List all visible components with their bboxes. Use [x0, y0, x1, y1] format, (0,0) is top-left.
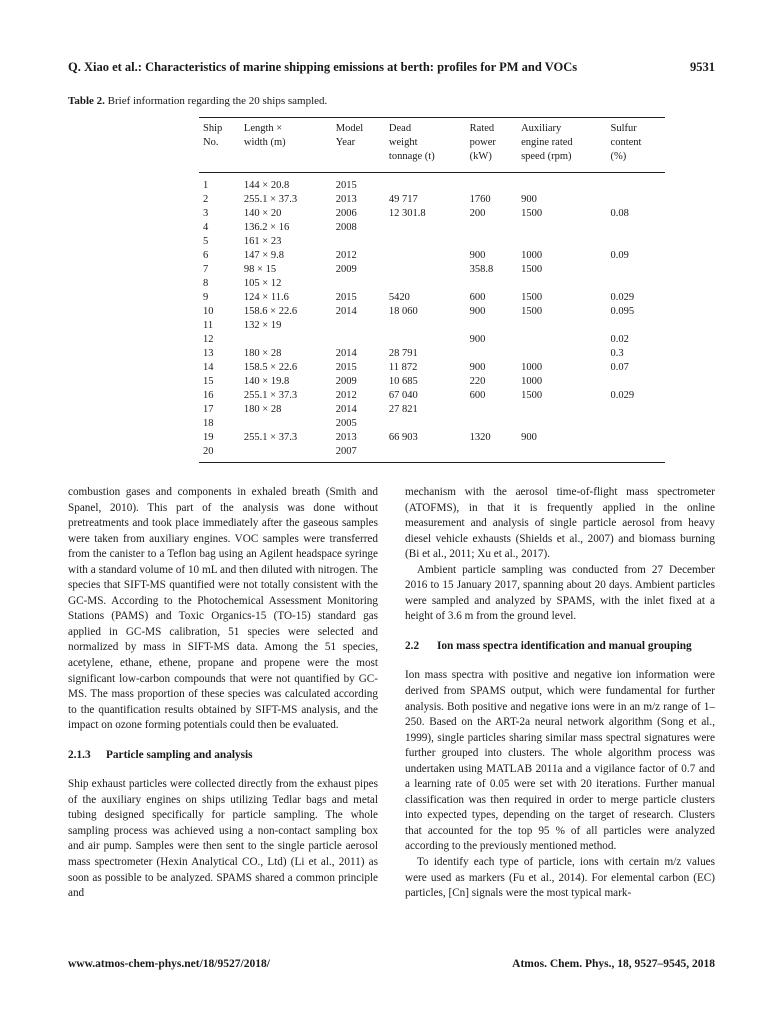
- table-cell: 0.029: [610, 390, 635, 401]
- table-cell: 158.5 × 22.6: [243, 362, 298, 373]
- table-cell: [607, 417, 665, 431]
- table-cell: [385, 263, 466, 277]
- table-cell: [466, 319, 517, 333]
- table-cell: [385, 319, 466, 333]
- table-cell: [385, 173, 466, 194]
- table-cell: [517, 277, 606, 291]
- table-row: [199, 291, 665, 305]
- table-cell: 144 × 20.8: [243, 180, 290, 191]
- table-cell: 1500: [521, 390, 543, 401]
- table-cell: [466, 403, 517, 417]
- table-cell: [517, 403, 606, 417]
- table-cell: [517, 173, 606, 194]
- table-cell: [607, 375, 665, 389]
- table-cell: [466, 417, 517, 431]
- table-label: Table 2.: [68, 95, 105, 107]
- right-column: [405, 485, 715, 902]
- table-cell: 2007: [332, 445, 385, 463]
- table-cell: 14: [203, 362, 214, 373]
- table-cell: 3: [203, 208, 209, 219]
- table-cell: 2008: [335, 222, 357, 233]
- table-row: [199, 389, 665, 403]
- table-cell: [466, 347, 517, 361]
- table-row: [199, 277, 665, 291]
- table-header-row: [199, 118, 665, 173]
- table-cell: [517, 319, 606, 333]
- table-cell: 147 × 9.8: [243, 250, 284, 261]
- table-cell: 0.3: [610, 348, 624, 359]
- table-cell: 2013: [335, 432, 357, 443]
- table-row: [199, 221, 665, 235]
- table-cell: [385, 417, 466, 431]
- table-cell: 900: [521, 432, 537, 443]
- table-row: [199, 403, 665, 417]
- table-cell: 12 301.8: [388, 208, 426, 219]
- running-header: [68, 60, 715, 75]
- table-row: [199, 193, 665, 207]
- table-cell: [607, 193, 665, 207]
- table-cell: 140 × 19.8: [243, 376, 290, 387]
- table-cell: [385, 277, 466, 291]
- table-cell: 2009: [335, 376, 357, 387]
- table-cell: 0.07: [610, 362, 629, 373]
- table-cell: 18 060: [388, 306, 418, 317]
- ships-table: [199, 117, 665, 463]
- table-cell: 105 × 12: [243, 278, 282, 289]
- table-cell: 1320: [469, 432, 491, 443]
- table-cell: 2014: [335, 348, 357, 359]
- table-cell: [517, 445, 606, 463]
- table-cell: 180 × 28: [243, 404, 282, 415]
- table-row: [199, 431, 665, 445]
- table-cell: 158.6 × 22.6: [243, 306, 298, 317]
- table-caption: [68, 95, 327, 107]
- table-row: [199, 445, 665, 463]
- footer-url: www.atmos-chem-phys.net/18/9527/2018/: [68, 958, 270, 970]
- col-header-ship-no: Ship No.: [199, 118, 240, 173]
- body-paragraph: To identify each type of particle, ions with certain m/z values were used as markers (Fu et al., 2014). For elemental carbon (EC) particles, [Cn] signals were the most typical mark-: [405, 855, 715, 900]
- table-cell: 200: [469, 208, 486, 219]
- left-column: [68, 485, 378, 902]
- body-paragraph: mechanism with the aerosol time-of-flight mass spectrometer (ATOFMS), in that it is frequently applied in the online measurement and analysis of single particle aerosol from heavy diesel vehicle exhausts (Shields et al., 2007) and biomass burning (Bi et al., 2011; Xu et al., 2017).: [405, 486, 715, 561]
- table-row: [199, 319, 665, 333]
- table-cell: [607, 277, 665, 291]
- table-cell: 5420: [388, 292, 410, 303]
- table-cell: 900: [469, 250, 486, 261]
- table-cell: [607, 235, 665, 249]
- table-cell: 66 903: [388, 432, 418, 443]
- table-cell: 255.1 × 37.3: [243, 390, 298, 401]
- table-cell: [466, 445, 517, 463]
- table-row: [199, 361, 665, 375]
- table-cell: 0.09: [610, 250, 629, 261]
- table-cell: 255.1 × 37.3: [243, 432, 298, 443]
- table-cell: [240, 445, 332, 463]
- section-heading-2-1-3: 2.1.3 Particle sampling and analysis: [68, 748, 253, 761]
- col-header-aux-engine-speed: Auxiliary engine rated speed (rpm): [517, 118, 606, 173]
- table-cell: 2009: [335, 264, 357, 275]
- table-cell: 1500: [521, 292, 543, 303]
- table-cell: 2015: [335, 292, 357, 303]
- footer-journal: Atmos. Chem. Phys., 18, 9527–9545, 2018: [512, 958, 715, 970]
- table-cell: 140 × 20: [243, 208, 282, 219]
- table-cell: 10 685: [388, 376, 418, 387]
- table-cell: 2015: [335, 362, 357, 373]
- table-row: [199, 249, 665, 263]
- table-cell: 132 × 19: [243, 320, 282, 331]
- table-cell: 2005: [335, 418, 357, 429]
- table-cell: 161 × 23: [243, 236, 282, 247]
- table-cell: [607, 319, 665, 333]
- table-cell: 1: [203, 180, 209, 191]
- table-cell: 220: [469, 376, 486, 387]
- table-cell: 1500: [521, 306, 543, 317]
- table-cell: [385, 221, 466, 235]
- table-cell: 1500: [521, 264, 543, 275]
- table-cell: [517, 333, 606, 347]
- table-cell: [332, 277, 385, 291]
- col-header-rated-power: Rated power (kW): [466, 118, 517, 173]
- table-cell: [607, 263, 665, 277]
- table-cell: [240, 333, 332, 347]
- section-heading-2-2: 2.2 Ion mass spectra identification and manual grouping: [405, 639, 692, 652]
- table-body: [199, 173, 665, 463]
- table-row: [199, 375, 665, 389]
- table-cell: [607, 221, 665, 235]
- table-cell: 2006: [335, 208, 357, 219]
- table-cell: 8: [203, 278, 209, 289]
- table-cell: 4: [203, 222, 209, 233]
- table-row: [199, 333, 665, 347]
- table-row: [199, 207, 665, 221]
- table-cell: 19: [203, 432, 214, 443]
- table-row: [199, 305, 665, 319]
- table-cell: 900: [469, 362, 486, 373]
- table-cell: [332, 235, 385, 249]
- table-cell: 0.029: [610, 292, 635, 303]
- table-cell: 7: [203, 264, 209, 275]
- table-cell: 180 × 28: [243, 348, 282, 359]
- table-cell: 124 × 11.6: [243, 292, 289, 303]
- table-cell: 49 717: [388, 194, 418, 205]
- table-cell: 13: [203, 348, 214, 359]
- table-cell: 358.8: [469, 264, 494, 275]
- table-cell: 2012: [335, 390, 357, 401]
- col-header-dead-weight: Dead weight tonnage (t): [385, 118, 466, 173]
- table-cell: 0.02: [610, 334, 629, 345]
- table-cell: 1760: [469, 194, 491, 205]
- body-paragraph: combustion gases and components in exhaled breath (Smith and Spanel, 2010). This part of the analysis was done without pretreatments and took place immediately after the gaseous samples were taken from auxiliary engines. VOC samples were transferred from the canister to a Teflon bag using an Agilent headspace syringe with a standard volume of 10 mL and then diluted with nitrogen. The species that SIFT-MS quantified were not totally consistent with the GC-MS. According to the Photochemical Assessment Monitoring Stations (PAMS) and Toxic Organics-15 (TO-15) standard gas applied in GC-MS calibration, 51 species were selected and normalized by mass in SIFT-MS data. Among the 51 species, acetylene, ethane, ethene, propane and propene were the most significant low-carbon compounds that were not quantified by GC-MS. The mass proportion of these species was calculated according to the quantification results obtained by SIFT-MS analysis, and the impact on ozone forming potentials could then be evaluated.: [68, 486, 378, 732]
- col-header-sulfur: Sulfur content (%): [607, 118, 665, 173]
- table-cell: 0.08: [610, 208, 629, 219]
- table-cell: 11 872: [388, 362, 418, 373]
- table-cell: 1000: [521, 250, 543, 261]
- table-cell: [385, 235, 466, 249]
- table-row: [199, 173, 665, 194]
- body-paragraph: Ambient particle sampling was conducted from 27 December 2016 to 15 January 2017, spanning about 20 days. Ambient particles were sampled and analyzed by SPAMS, with the inlet fixed at a height of 3.6 m from the ground level.: [405, 563, 715, 623]
- table-row: [199, 235, 665, 249]
- table-cell: 136.2 × 16: [243, 222, 290, 233]
- table-cell: 98 × 15: [243, 264, 277, 275]
- table-cell: 9: [203, 292, 209, 303]
- table-cell: [385, 445, 466, 463]
- table-cell: [332, 333, 385, 347]
- table-cell: 2013: [335, 194, 357, 205]
- table-cell: 1000: [521, 376, 543, 387]
- col-header-length-width: Length × width (m): [240, 118, 332, 173]
- table-cell: 11: [203, 320, 214, 331]
- table-cell: 18: [203, 418, 214, 429]
- table-caption-text: Brief information regarding the 20 ships sampled.: [107, 95, 328, 107]
- table-cell: [517, 347, 606, 361]
- body-paragraph: Ion mass spectra with positive and negative ion information were derived from SPAMS output, which were fundamental for further analysis. Both positive and negative ions were in an m/z range of 1–250. Based on the ART-2a neural network algorithm (Song et al., 1999), single particles sharing similar mass spectral signatures were further grouped into clusters. The whole algorithm process was undertaken using MATLAB 2011a and a vigilance factor of 0.7 and a learning rate of 0.05 were set with 20 iterations. Further manual classification was then required in order to merge particle clusters into expected types, depending on the target of research. Clusters that accounted for the top 95 % of all particles were analyzed according to the previously mentioned method.: [405, 669, 715, 853]
- table-cell: 900: [469, 306, 486, 317]
- table-cell: [517, 417, 606, 431]
- page-number: 9531: [690, 60, 715, 74]
- table-cell: 900: [469, 334, 486, 345]
- table-cell: 12: [203, 334, 214, 345]
- table-cell: 2014: [335, 404, 357, 415]
- table-cell: 17: [203, 404, 214, 415]
- table-cell: 10: [203, 306, 214, 317]
- table-row: [199, 347, 665, 361]
- table-cell: 27 821: [388, 404, 418, 415]
- table-cell: [607, 445, 665, 463]
- table-cell: 67 040: [388, 390, 418, 401]
- table-cell: [517, 235, 606, 249]
- table-cell: [607, 431, 665, 445]
- table-cell: 600: [469, 390, 486, 401]
- table-cell: 28 791: [388, 348, 418, 359]
- table-cell: 16: [203, 390, 214, 401]
- body-paragraph: Ship exhaust particles were collected directly from the exhaust pipes of the auxiliary engines on ships utilizing Tedlar bags and metal tubing designed specifically for particle sampling. The whole sampling process was achieved using a non-contact sampling box and air pump. Samples were then sent to the single particle aerosol mass spectrometer (Hexin Analytical CO., Ltd) (Li et al., 2011) as soon as possible to be analyzed. SPAMS shared a common principle and: [68, 778, 378, 900]
- col-header-model-year: Model Year: [332, 118, 385, 173]
- table-cell: 15: [203, 376, 214, 387]
- table-cell: 1000: [521, 362, 543, 373]
- table-cell: 2015: [335, 180, 357, 191]
- table-cell: [240, 417, 332, 431]
- table-cell: [466, 235, 517, 249]
- table-cell: [607, 173, 665, 194]
- table-cell: [607, 403, 665, 417]
- table-cell: [466, 221, 517, 235]
- table-cell: 1500: [521, 208, 543, 219]
- table-cell: 600: [469, 292, 486, 303]
- table-cell: [385, 333, 466, 347]
- table-row: [199, 417, 665, 431]
- table-cell: [466, 173, 517, 194]
- table-cell: [517, 221, 606, 235]
- table-cell: 0.095: [610, 306, 635, 317]
- table-cell: 900: [521, 194, 537, 205]
- table-cell: 2014: [335, 306, 357, 317]
- page-footer: [68, 958, 715, 970]
- table-head: [199, 118, 665, 173]
- table-cell: [332, 319, 385, 333]
- table-cell: 2012: [335, 250, 357, 261]
- table-cell: 255.1 × 37.3: [243, 194, 298, 205]
- table-cell: 6: [203, 250, 209, 261]
- table-cell: [466, 277, 517, 291]
- table-cell: 20: [199, 445, 240, 463]
- table-cell: [385, 249, 466, 263]
- running-title: Q. Xiao et al.: Characteristics of marine shipping emissions at berth: profiles for PM and VOCs: [68, 60, 578, 74]
- table-row: [199, 263, 665, 277]
- table-cell: 2: [203, 194, 209, 205]
- table-cell: 5: [203, 236, 209, 247]
